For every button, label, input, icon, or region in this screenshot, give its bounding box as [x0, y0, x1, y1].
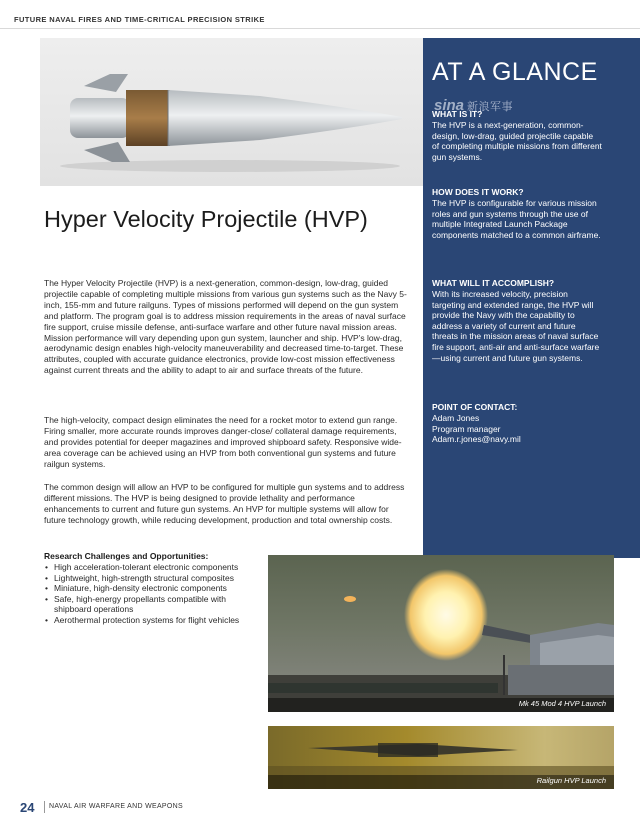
sidebar-section-what [432, 109, 602, 162]
railgun-launch-photo [268, 726, 614, 789]
list-item: • Miniature, high-density electronic components [45, 583, 227, 594]
sidebar-text: With its increased velocity, precision targeting and extended range, the HVP will provide the Navy with the capability to address a variety of current and future threats in the mission areas of naval surface fire support, anti-air and anti-surface warfare—using current and future gun systems. [432, 289, 600, 363]
projectile-photo [40, 38, 423, 186]
sidebar-text: The HVP is a next-generation, common-design, low-drag, guided projectile capable of completing multiple missions from different gun systems. [432, 120, 602, 162]
sidebar-text: The HVP is configurable for various mission roles and gun systems through the use of multiple Integrated Launch Package components matched to a common airframe. [432, 198, 601, 240]
sidebar-section-how [432, 187, 602, 240]
sidebar-heading: HOW DOES IT WORK? [432, 187, 524, 197]
sidebar-heading: WHAT IS IT? [432, 109, 483, 119]
article-paragraph: The common design will allow an HVP to be configured for multiple gun systems and to address different missions. The HVP is being designed to provide lethality and performance enhancements to current and future gun systems. An HVP for multiple systems will allow for future technology growth, while reducing development, production and total ownership costs. [44, 482, 405, 525]
gun-launch-photo [268, 555, 614, 712]
contact-name: Adam Jones [432, 413, 480, 423]
gun-photo-caption: Mk 45 Mod 4 HVP Launch [518, 699, 606, 708]
list-item: • Aerothermal protection systems for flight vehicles [45, 614, 240, 625]
list-item: • Lightweight, high-strength structural composites [45, 572, 235, 583]
railgun-photo-caption: Railgun HVP Launch [536, 776, 606, 785]
footer-divider [44, 801, 45, 813]
page-number: 24 [20, 800, 35, 815]
list-item: • Safe, high-energy propellants compatible with shipboard operations [45, 593, 226, 615]
header-divider [0, 28, 640, 29]
projectile-illustration [40, 38, 423, 186]
research-list [44, 562, 244, 626]
sidebar-heading: WHAT WILL IT ACCOMPLISH? [432, 278, 555, 288]
article-paragraph: The high-velocity, compact design eliminates the need for a rocket motor to extend gun range. Firing smaller, more accurate rounds improves danger-close/ collateral damage requirements, and provides potential for deeper magazines and improved shipboard safety. Responsive wide-area coverage can be achieved using an HVP from both conventional gun systems and future railgun systems. [44, 415, 402, 469]
watermark-logo: sina [434, 97, 465, 114]
watermark-text: 新浪军事 [467, 100, 514, 113]
gun-launch-illustration [268, 555, 614, 712]
list-item: • High acceleration-tolerant electronic components [45, 562, 239, 572]
sidebar-section-contact [432, 402, 602, 445]
publication-name: NAVAL AIR WARFARE AND WEAPONS [49, 803, 183, 810]
research-heading: Research Challenges and Opportunities: [44, 551, 209, 561]
sidebar-title: AT A GLANCE [432, 58, 598, 86]
article-paragraph: The Hyper Velocity Projectile (HVP) is a next-generation, common-design, low-drag, guided projectile capable of completing multiple missions from various gun systems such as the Navy 5-inch, 155-mm and future railguns. Types of missions performed will depend on the gun system and platform. The program goal is to address mission requirements in the areas of naval surface fire support, cruise missile defense, anti-surface warfare and other future naval mission areas. Mission performance will vary depending upon gun system, launcher and ship. HVP’s low-drag, aerodynamic design enables high-velocity maneuverability and decreased time-to-target. These attributes, coupled with accurate guidance electronics, provide low-cost mission effectiveness against current threats and the ability to adapt to air and surface threats of the future. [44, 278, 407, 376]
article-title: Hyper Velocity Projectile (HVP) [44, 206, 368, 232]
running-header: FUTURE NAVAL FIRES AND TIME-CRITICAL PRECISION STRIKE [14, 15, 265, 24]
sidebar-section-accomplish [432, 278, 602, 363]
contact-email[interactable]: Adam.r.jones@navy.mil [432, 434, 521, 445]
sidebar-heading: POINT OF CONTACT: [432, 402, 518, 412]
contact-role: Program manager [432, 423, 501, 434]
